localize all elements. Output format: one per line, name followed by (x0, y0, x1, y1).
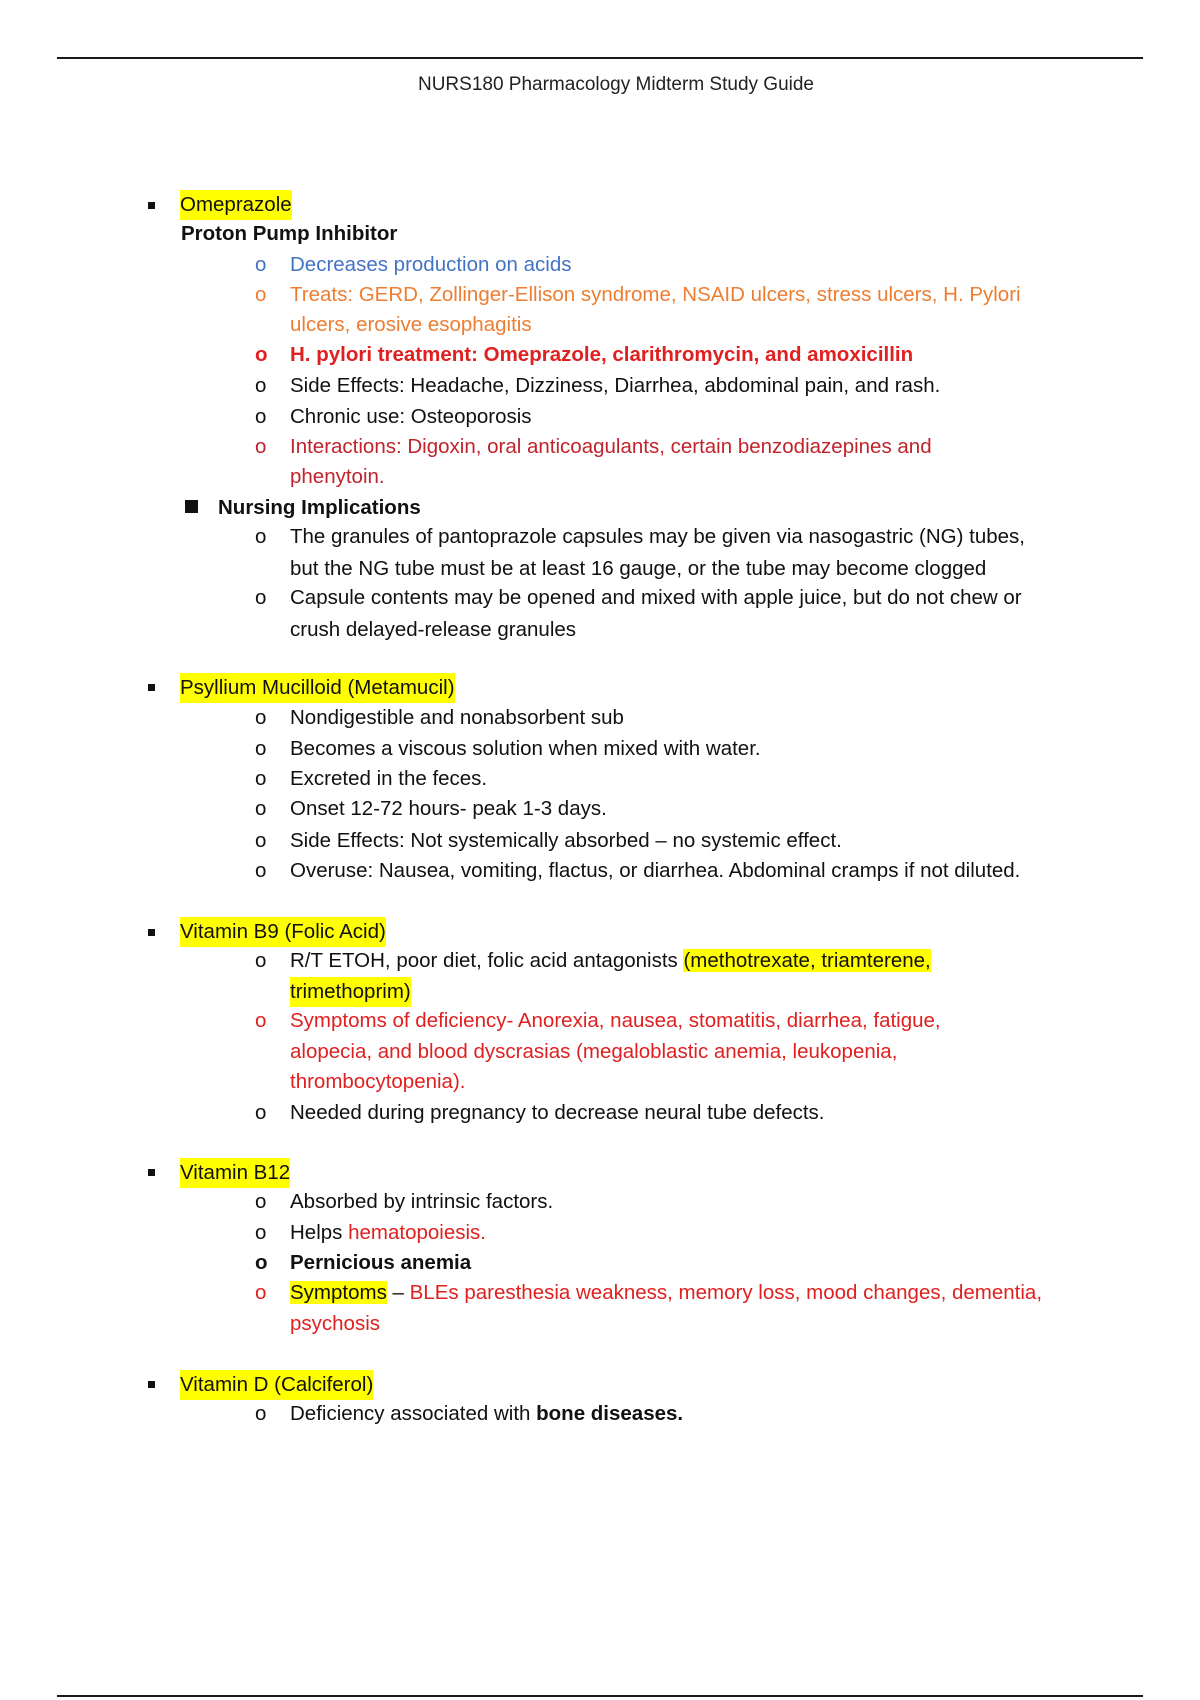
square-bullet-icon (148, 684, 155, 691)
highlighted-text: Symptoms (290, 1281, 387, 1304)
list-item: Interactions: Digoxin, oral anticoagulants, certain benzodiazepines and (290, 435, 932, 458)
drug-title-vitamin-d: Vitamin D (Calciferol) (180, 1370, 373, 1400)
circle-bullet-icon: o (255, 767, 267, 790)
drug-class: Proton Pump Inhibitor (181, 222, 398, 245)
square-bullet-icon (185, 500, 198, 513)
drug-title-folic-acid: Vitamin B9 (Folic Acid) (180, 917, 386, 947)
circle-bullet-icon: o (255, 797, 267, 820)
item-plain-text: R/T ETOH, poor diet, folic acid antagonists (290, 949, 684, 972)
list-item (290, 1218, 486, 1248)
list-item-continuation: alopecia, and blood dyscrasias (megaloblastic anemia, leukopenia, (290, 1040, 898, 1063)
circle-bullet-icon: o (255, 829, 267, 852)
list-item: Nondigestible and nonabsorbent sub (290, 706, 624, 729)
list-item-continuation: thrombocytopenia). (290, 1070, 466, 1093)
square-bullet-icon (148, 202, 155, 209)
list-item (290, 1399, 683, 1429)
list-item (290, 1278, 1042, 1308)
list-item: Chronic use: Osteoporosis (290, 405, 532, 428)
list-item: Pernicious anemia (290, 1251, 472, 1274)
circle-bullet-icon: o (255, 1101, 267, 1124)
list-item: Onset 12-72 hours- peak 1-3 days. (290, 797, 607, 820)
drug-title-omeprazole: Omeprazole (180, 190, 292, 220)
item-plain-text: Helps (290, 1221, 349, 1244)
circle-bullet-icon: o (255, 253, 267, 276)
circle-bullet-icon: o (255, 737, 267, 760)
square-bullet-icon (148, 929, 155, 936)
circle-bullet-icon: o (255, 949, 267, 972)
dash-text: – (386, 1281, 410, 1304)
list-item: H. pylori treatment: Omeprazole, clarithromycin, and amoxicillin (290, 343, 914, 366)
red-text: hematopoiesis. (348, 1221, 486, 1244)
nursing-implications-heading: Nursing Implications (218, 496, 421, 519)
circle-bullet-icon: o (255, 283, 267, 306)
header-rule (57, 57, 1143, 59)
drug-title-psyllium: Psyllium Mucilloid (Metamucil) (180, 673, 455, 703)
circle-bullet-icon: o (255, 1009, 267, 1032)
circle-bullet-icon: o (255, 374, 267, 397)
list-item-continuation: crush delayed-release granules (290, 618, 577, 641)
list-item-continuation: trimethoprim) (290, 977, 411, 1007)
list-item: Becomes a viscous solution when mixed with water. (290, 737, 761, 760)
list-item: Overuse: Nausea, vomiting, flactus, or diarrhea. Abdominal cramps if not diluted. (290, 859, 1021, 882)
list-item: Needed during pregnancy to decrease neural tube defects. (290, 1101, 825, 1124)
list-item: Side Effects: Not systemically absorbed – no systemic effect. (290, 829, 842, 852)
list-item: Symptoms of deficiency- Anorexia, nausea, stomatitis, diarrhea, fatigue, (290, 1009, 941, 1032)
list-item-continuation: but the NG tube must be at least 16 gauge, or the tube may become clogged (290, 557, 987, 580)
circle-bullet-icon: o (255, 405, 267, 428)
drug-title-vitamin-b12: Vitamin B12 (180, 1158, 290, 1188)
circle-bullet-icon: o (255, 706, 267, 729)
circle-bullet-icon: o (255, 1221, 267, 1244)
circle-bullet-icon: o (255, 343, 268, 366)
circle-bullet-icon: o (255, 1251, 268, 1274)
item-plain-text: Deficiency associated with (290, 1402, 537, 1425)
circle-bullet-icon: o (255, 1281, 267, 1304)
list-item: Absorbed by intrinsic factors. (290, 1190, 554, 1213)
circle-bullet-icon: o (255, 435, 267, 458)
footer-rule (57, 1695, 1143, 1697)
list-item (290, 946, 931, 976)
list-item-continuation: ulcers, erosive esophagitis (290, 313, 532, 336)
red-text: BLEs paresthesia weakness, memory loss, mood changes, dementia, (409, 1281, 1043, 1304)
circle-bullet-icon: o (255, 1402, 267, 1425)
circle-bullet-icon: o (255, 525, 267, 548)
circle-bullet-icon: o (255, 586, 267, 609)
list-item: The granules of pantoprazole capsules may be given via nasogastric (NG) tubes, (290, 525, 1025, 548)
list-item: Capsule contents may be opened and mixed with apple juice, but do not chew or (290, 586, 1022, 609)
square-bullet-icon (148, 1169, 155, 1176)
list-item: Treats: GERD, Zollinger-Ellison syndrome, NSAID ulcers, stress ulcers, H. Pylori (290, 283, 1021, 306)
bold-text: bone diseases. (536, 1402, 684, 1425)
list-item-continuation: psychosis (290, 1312, 381, 1335)
highlighted-text: (methotrexate, triamterene, (683, 949, 931, 972)
page-header-title: NURS180 Pharmacology Midterm Study Guide (417, 74, 814, 95)
circle-bullet-icon: o (255, 859, 267, 882)
list-item: Excreted in the feces. (290, 767, 488, 790)
circle-bullet-icon: o (255, 1190, 267, 1213)
list-item: Decreases production on acids (290, 253, 572, 276)
list-item: Side Effects: Headache, Dizziness, Diarrhea, abdominal pain, and rash. (290, 374, 941, 397)
list-item-continuation: phenytoin. (290, 465, 385, 488)
square-bullet-icon (148, 1381, 155, 1388)
